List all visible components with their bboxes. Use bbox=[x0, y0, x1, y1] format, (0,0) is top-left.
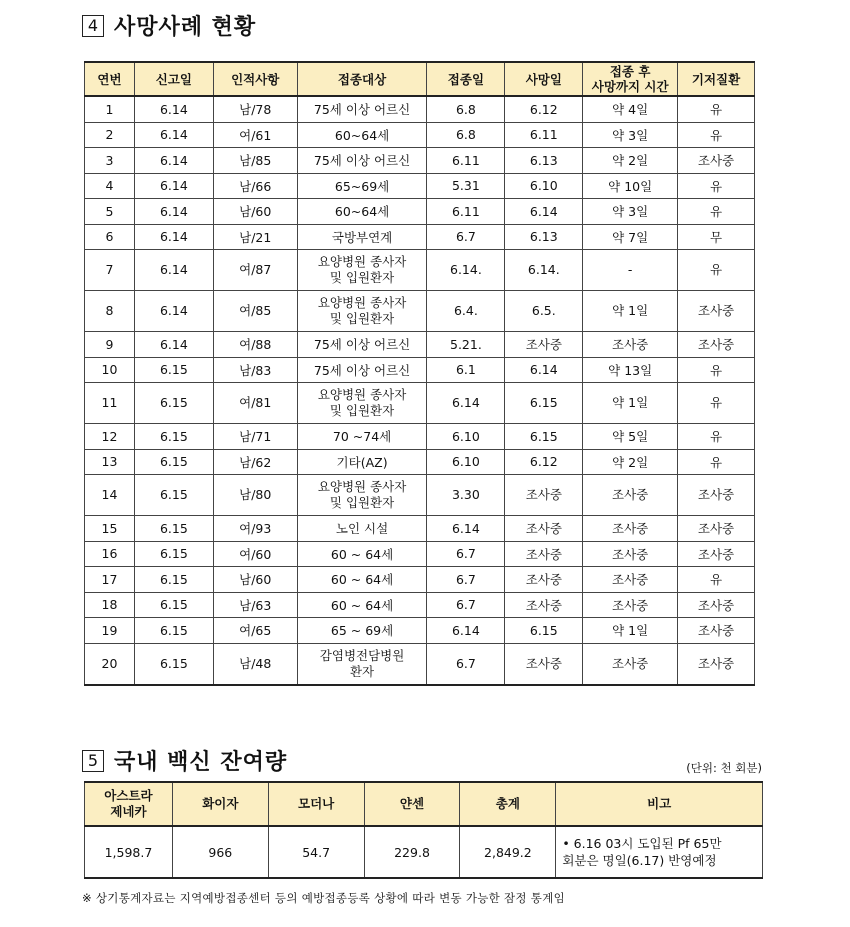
table-row bbox=[85, 618, 755, 644]
table-cell: 75세 이상 어르신 bbox=[297, 148, 427, 174]
table-cell: 조사중 bbox=[583, 516, 678, 542]
table-cell: 11 bbox=[85, 383, 135, 424]
table-cell: 6.15 bbox=[134, 516, 213, 542]
column-header: 비고 bbox=[556, 782, 763, 826]
table-cell: 약 10일 bbox=[583, 173, 678, 199]
table-cell: 6.7 bbox=[427, 541, 505, 567]
table-cell: 조사중 bbox=[678, 148, 755, 174]
table-cell: 7 bbox=[85, 250, 135, 291]
column-header: 화이자 bbox=[172, 782, 268, 826]
table-cell: 6.14 bbox=[427, 516, 505, 542]
section-title: 사망사례 현황 bbox=[114, 15, 257, 40]
table-cell: 요양병원 종사자 및 입원환자 bbox=[297, 383, 427, 424]
table-cell: 6.15 bbox=[134, 357, 213, 383]
table-body bbox=[85, 96, 755, 685]
section-5-heading bbox=[82, 745, 287, 776]
table-cell: 약 2일 bbox=[583, 449, 678, 475]
table-cell: 조사중 bbox=[678, 541, 755, 567]
table-row bbox=[85, 122, 755, 148]
section-number-box: 4 bbox=[82, 15, 104, 37]
table-cell: 유 bbox=[678, 199, 755, 225]
table-cell: 남/85 bbox=[213, 148, 297, 174]
table-cell: 조사중 bbox=[583, 541, 678, 567]
unit-label: (단위: 천 회분) bbox=[686, 761, 762, 775]
table-cell: 6.7 bbox=[427, 224, 505, 250]
table-cell: 조사중 bbox=[583, 592, 678, 618]
table-cell: 5.31 bbox=[427, 173, 505, 199]
table-cell: 요양병원 종사자 및 입원환자 bbox=[297, 475, 427, 516]
table-cell: 여/61 bbox=[213, 122, 297, 148]
table-cell: 조사중 bbox=[505, 567, 583, 593]
table-cell: 요양병원 종사자 및 입원환자 bbox=[297, 291, 427, 332]
table-cell: 약 13일 bbox=[583, 357, 678, 383]
table-cell: 3.30 bbox=[427, 475, 505, 516]
table-cell: 조사중 bbox=[678, 291, 755, 332]
note-cell: • 6.16 03시 도입된 Pf 65만 회분은 명일(6.17) 반영예정 bbox=[556, 826, 763, 878]
table-cell: 유 bbox=[678, 449, 755, 475]
table-cell: 남/71 bbox=[213, 424, 297, 450]
column-header: 모더나 bbox=[268, 782, 364, 826]
table-cell: 60 ~ 64세 bbox=[297, 567, 427, 593]
table-cell: 18 bbox=[85, 592, 135, 618]
table-cell: 14 bbox=[85, 475, 135, 516]
table-cell: 약 3일 bbox=[583, 199, 678, 225]
table-cell: 조사중 bbox=[678, 643, 755, 685]
table-cell: 4 bbox=[85, 173, 135, 199]
table-cell: 12 bbox=[85, 424, 135, 450]
section-4-heading bbox=[82, 10, 256, 41]
table-cell: 6.14 bbox=[134, 122, 213, 148]
column-header: 사망일 bbox=[505, 62, 583, 96]
table-cell: 6.14 bbox=[134, 199, 213, 225]
table-cell: 약 1일 bbox=[583, 618, 678, 644]
table-cell: 229.8 bbox=[364, 826, 460, 878]
table-cell: 6.14 bbox=[134, 291, 213, 332]
table-cell: 6.14. bbox=[427, 250, 505, 291]
footnote: ※ 상기통계자료는 지역예방접종센터 등의 예방접종등록 상황에 따라 변동 가능한 잠정 통계임 bbox=[82, 891, 566, 905]
table-cell: 조사중 bbox=[583, 475, 678, 516]
table-cell: 조사중 bbox=[583, 567, 678, 593]
table-cell: 60 ~ 64세 bbox=[297, 541, 427, 567]
table-cell: 6.14 bbox=[505, 357, 583, 383]
table-cell: 75세 이상 어르신 bbox=[297, 357, 427, 383]
table-row bbox=[85, 475, 755, 516]
table-cell: 6.15 bbox=[134, 592, 213, 618]
table-cell: 유 bbox=[678, 424, 755, 450]
column-header: 총계 bbox=[460, 782, 556, 826]
table-cell: 6.15 bbox=[134, 618, 213, 644]
table-cell: 남/63 bbox=[213, 592, 297, 618]
table-cell: 75세 이상 어르신 bbox=[297, 332, 427, 358]
table-cell: 남/62 bbox=[213, 449, 297, 475]
table-cell: 2 bbox=[85, 122, 135, 148]
table-cell: 남/60 bbox=[213, 567, 297, 593]
table-cell: 966 bbox=[172, 826, 268, 878]
table-cell: 6.14 bbox=[134, 148, 213, 174]
column-header: 접종 후 사망까지 시간 bbox=[583, 62, 678, 96]
table-cell: 5.21. bbox=[427, 332, 505, 358]
column-header: 기저질환 bbox=[678, 62, 755, 96]
column-header: 얀센 bbox=[364, 782, 460, 826]
table-cell: 6.15 bbox=[505, 383, 583, 424]
table-cell: 유 bbox=[678, 357, 755, 383]
table-row bbox=[85, 332, 755, 358]
table-cell: 여/93 bbox=[213, 516, 297, 542]
table-cell: 6.14 bbox=[134, 96, 213, 122]
table-cell: 6.14 bbox=[134, 173, 213, 199]
section-number-box: 5 bbox=[82, 750, 104, 772]
table-cell: 6.15 bbox=[505, 424, 583, 450]
table-row bbox=[85, 291, 755, 332]
table-cell: 약 1일 bbox=[583, 291, 678, 332]
table-cell: 6.15 bbox=[134, 567, 213, 593]
table-cell: 2,849.2 bbox=[460, 826, 556, 878]
table-cell: 75세 이상 어르신 bbox=[297, 96, 427, 122]
column-header: 연번 bbox=[85, 62, 135, 96]
column-header: 접종대상 bbox=[297, 62, 427, 96]
vaccine-stock-table bbox=[84, 781, 763, 879]
table-cell: 6.10 bbox=[505, 173, 583, 199]
table-row bbox=[85, 541, 755, 567]
table-cell: 유 bbox=[678, 122, 755, 148]
table-header-row bbox=[85, 782, 763, 826]
table-cell: 60 ~ 64세 bbox=[297, 592, 427, 618]
table-cell: 유 bbox=[678, 96, 755, 122]
table-cell: 6.7 bbox=[427, 592, 505, 618]
table-header-row bbox=[85, 62, 755, 96]
table-cell: 65 ~ 69세 bbox=[297, 618, 427, 644]
table-cell: 6 bbox=[85, 224, 135, 250]
table-cell: 9 bbox=[85, 332, 135, 358]
table-cell: 조사중 bbox=[505, 475, 583, 516]
table-cell: 6.15 bbox=[134, 383, 213, 424]
table-cell: 6.13 bbox=[505, 224, 583, 250]
table-row bbox=[85, 424, 755, 450]
table-cell: 유 bbox=[678, 173, 755, 199]
table-row bbox=[85, 224, 755, 250]
table-cell: 약 7일 bbox=[583, 224, 678, 250]
table-cell: 6.14 bbox=[505, 199, 583, 225]
table-cell: 6.15 bbox=[134, 475, 213, 516]
table-cell: 65~69세 bbox=[297, 173, 427, 199]
table-cell: 70 ~74세 bbox=[297, 424, 427, 450]
table-cell: 남/66 bbox=[213, 173, 297, 199]
table-cell: 여/88 bbox=[213, 332, 297, 358]
table-cell: 무 bbox=[678, 224, 755, 250]
table-row bbox=[85, 826, 763, 878]
table-row bbox=[85, 449, 755, 475]
table-cell: 10 bbox=[85, 357, 135, 383]
table-cell: 60~64세 bbox=[297, 199, 427, 225]
table-cell: 여/81 bbox=[213, 383, 297, 424]
table-cell: 6.8 bbox=[427, 122, 505, 148]
table-cell: 6.5. bbox=[505, 291, 583, 332]
column-header: 아스트라 제네카 bbox=[85, 782, 173, 826]
table-cell: 조사중 bbox=[583, 332, 678, 358]
table-cell: 6.14 bbox=[134, 250, 213, 291]
table-cell: 남/21 bbox=[213, 224, 297, 250]
table-cell: 여/85 bbox=[213, 291, 297, 332]
table-cell: 6.14 bbox=[427, 618, 505, 644]
table-row bbox=[85, 96, 755, 122]
table-row bbox=[85, 383, 755, 424]
table-cell: 약 3일 bbox=[583, 122, 678, 148]
table-cell: 1,598.7 bbox=[85, 826, 173, 878]
table-cell: 8 bbox=[85, 291, 135, 332]
table-cell: 6.14. bbox=[505, 250, 583, 291]
table-cell: 19 bbox=[85, 618, 135, 644]
table-cell: 약 4일 bbox=[583, 96, 678, 122]
table-cell: 6.13 bbox=[505, 148, 583, 174]
table-cell: 6.7 bbox=[427, 567, 505, 593]
table-row bbox=[85, 643, 755, 685]
table-row bbox=[85, 199, 755, 225]
table-cell: 5 bbox=[85, 199, 135, 225]
table-cell: 노인 시설 bbox=[297, 516, 427, 542]
table-cell: 남/78 bbox=[213, 96, 297, 122]
table-cell: 6.12 bbox=[505, 96, 583, 122]
table-cell: 54.7 bbox=[268, 826, 364, 878]
table-cell: 20 bbox=[85, 643, 135, 685]
table-cell: 여/87 bbox=[213, 250, 297, 291]
table-cell: 유 bbox=[678, 250, 755, 291]
table-cell: 약 5일 bbox=[583, 424, 678, 450]
table-cell: 조사중 bbox=[505, 516, 583, 542]
table-row bbox=[85, 148, 755, 174]
table-cell: 6.12 bbox=[505, 449, 583, 475]
table-cell: 조사중 bbox=[678, 592, 755, 618]
table-cell: 6.10 bbox=[427, 449, 505, 475]
table-row bbox=[85, 250, 755, 291]
table-cell: 조사중 bbox=[505, 541, 583, 567]
table-cell: 6.15 bbox=[134, 643, 213, 685]
table-cell: 6.11 bbox=[427, 148, 505, 174]
table-cell: 6.11 bbox=[505, 122, 583, 148]
table-cell: 남/83 bbox=[213, 357, 297, 383]
table-cell: 유 bbox=[678, 383, 755, 424]
table-cell: 조사중 bbox=[678, 332, 755, 358]
table-cell: 조사중 bbox=[583, 643, 678, 685]
table-cell: 3 bbox=[85, 148, 135, 174]
table-cell: 6.14 bbox=[427, 383, 505, 424]
table-cell: 6.15 bbox=[505, 618, 583, 644]
column-header: 접종일 bbox=[427, 62, 505, 96]
table-cell: 조사중 bbox=[505, 592, 583, 618]
table-cell: 6.8 bbox=[427, 96, 505, 122]
table-cell: 6.11 bbox=[427, 199, 505, 225]
table-cell: 남/48 bbox=[213, 643, 297, 685]
column-header: 인적사항 bbox=[213, 62, 297, 96]
table-cell: 6.1 bbox=[427, 357, 505, 383]
table-cell: 6.10 bbox=[427, 424, 505, 450]
table-cell: 60~64세 bbox=[297, 122, 427, 148]
table-cell: 조사중 bbox=[505, 332, 583, 358]
section-title: 국내 백신 잔여량 bbox=[114, 750, 288, 775]
table-cell: 약 1일 bbox=[583, 383, 678, 424]
table-cell: 16 bbox=[85, 541, 135, 567]
table-cell: 6.15 bbox=[134, 424, 213, 450]
table-cell: 17 bbox=[85, 567, 135, 593]
table-cell: 1 bbox=[85, 96, 135, 122]
table-cell: 6.7 bbox=[427, 643, 505, 685]
table-cell: 여/65 bbox=[213, 618, 297, 644]
table-cell: 조사중 bbox=[678, 475, 755, 516]
table-row bbox=[85, 516, 755, 542]
table-cell: 기타(AZ) bbox=[297, 449, 427, 475]
table-cell: 요양병원 종사자 및 입원환자 bbox=[297, 250, 427, 291]
table-cell: 여/60 bbox=[213, 541, 297, 567]
table-cell: 6.15 bbox=[134, 449, 213, 475]
table-row bbox=[85, 592, 755, 618]
table-cell: 조사중 bbox=[505, 643, 583, 685]
table-cell: - bbox=[583, 250, 678, 291]
table-cell: 감염병전담병원 환자 bbox=[297, 643, 427, 685]
table-cell: 15 bbox=[85, 516, 135, 542]
table-cell: 6.14 bbox=[134, 224, 213, 250]
table-cell: 남/80 bbox=[213, 475, 297, 516]
table-cell: 6.15 bbox=[134, 541, 213, 567]
table-cell: 13 bbox=[85, 449, 135, 475]
column-header: 신고일 bbox=[134, 62, 213, 96]
table-cell: 국방부연계 bbox=[297, 224, 427, 250]
table-cell: 약 2일 bbox=[583, 148, 678, 174]
table-row bbox=[85, 567, 755, 593]
table-cell: 6.14 bbox=[134, 332, 213, 358]
table-row bbox=[85, 357, 755, 383]
table-cell: 남/60 bbox=[213, 199, 297, 225]
table-cell: 6.4. bbox=[427, 291, 505, 332]
table-cell: 조사중 bbox=[678, 516, 755, 542]
table-row bbox=[85, 173, 755, 199]
deaths-table bbox=[84, 61, 755, 686]
table-cell: 유 bbox=[678, 567, 755, 593]
table-cell: 조사중 bbox=[678, 618, 755, 644]
